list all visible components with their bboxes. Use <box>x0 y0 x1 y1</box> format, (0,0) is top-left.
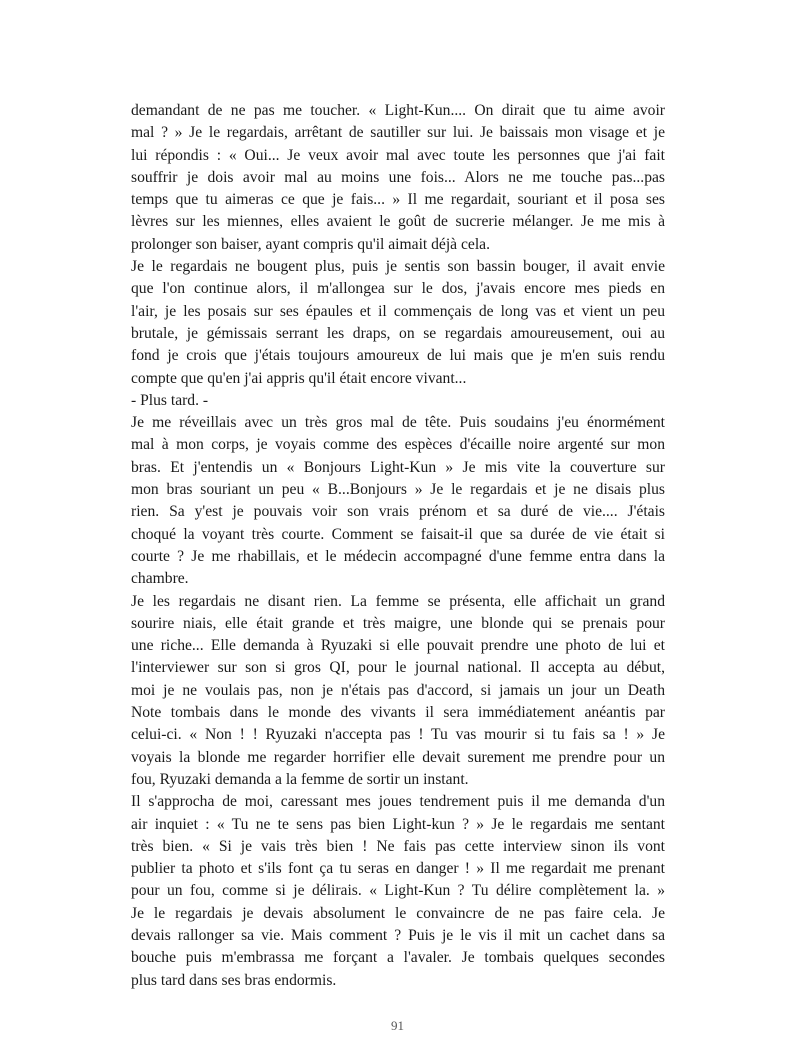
text-line: fou, Ryuzaki demanda a la femme de sortir un instant. <box>131 770 469 788</box>
text-line: chambre. <box>131 570 189 588</box>
text-line: une riche... Elle demanda à Ryuzaki si elle pouvait prendre une photo de lui et <box>131 637 665 655</box>
text-line: que l'on continue alors, il m'allongea sur le dos, j'avais encore mes pieds en <box>131 280 665 298</box>
text-line: devais rallonger sa vie. Mais comment ? Puis je le vis il mit un cachet dans sa <box>131 926 665 944</box>
text-line: Je le regardais ne bougent plus, puis je sentis son bassin bouger, il avait envie <box>131 258 665 276</box>
text-line: mal à mon corps, je voyais comme des espèces d'écaille noire argenté sur mon <box>131 436 665 454</box>
text-line: voyais la blonde me regarder horrifier elle devait surement me prendre pour un <box>131 748 665 766</box>
text-line: courte ? Je me rhabillais, et le médecin accompagné d'une femme entra dans la <box>131 547 665 565</box>
text-line: souffrir je dois avoir mal au moins une fois... Alors ne me touche pas...pas <box>131 168 665 186</box>
text-line: fond je crois que j'étais toujours amoureux de lui mais que je m'en suis rendu <box>131 347 665 365</box>
text-line: publier ta photo et s'ils font ça tu seras en danger ! » Il me regardait me prenant <box>131 860 665 878</box>
text-line: Je le regardais je devais absolument le convaincre de ne pas faire cela. Je <box>131 904 665 922</box>
text-line: choqué la voyant très courte. Comment se faisait-il que sa durée de vie était si <box>131 525 665 543</box>
text-line: moi je ne voulais pas, non je n'étais pas d'accord, si jamais un jour un Death <box>131 681 665 699</box>
text-line: Je les regardais ne disant rien. La femme se présenta, elle affichait un grand <box>131 592 665 610</box>
page-number: 91 <box>391 1018 404 1033</box>
text-line: - Plus tard. - <box>131 391 209 409</box>
body-text <box>131 100 665 992</box>
text-line: bouche puis m'embrassa me forçant a l'avaler. Je tombais quelques secondes <box>131 949 665 967</box>
text-line: sourire niais, elle était grande et très maigre, une blonde qui se prenais pour <box>131 614 665 632</box>
text-line: mon bras souriant un peu « B...Bonjours » Je le regardais et je ne disais plus <box>131 481 665 499</box>
text-line: Il s'approcha de moi, caressant mes joues tendrement puis il me demanda d'un <box>131 793 665 811</box>
text-line: prolonger son baiser, ayant compris qu'il aimait déjà cela. <box>131 235 490 253</box>
text-line: mal ? » Je le regardais, arrêtant de sautiller sur lui. Je baissais mon visage et je <box>131 124 665 142</box>
text-line: l'air, je les posais sur ses épaules et il commençais de long vas et vient un peu <box>131 302 665 320</box>
text-line: bras. Et j'entendis un « Bonjours Light-Kun » Je mis vite la couverture sur <box>131 458 665 476</box>
text-line: Je me réveillais avec un très gros mal de tête. Puis soudains j'eu énormément <box>131 414 665 432</box>
text-line: brutale, je gémissais serrant les draps, on se regardais amoureusement, oui au <box>131 324 665 342</box>
text-line: temps que tu aimeras ce que je fais... » Il me regardait, souriant et il posa ses <box>131 191 665 209</box>
text-line: Note tombais dans le monde des vivants il sera immédiatement anéantis par <box>131 704 665 722</box>
text-line: lèvres sur les miennes, elles avaient le goût de sucrerie mélanger. Je me mis à <box>131 213 665 231</box>
text-line: celui-ci. « Non ! ! Ryuzaki n'accepta pas ! Tu vas mourir si tu fais sa ! » Je <box>131 726 665 744</box>
text-line: plus tard dans ses bras endormis. <box>131 971 337 989</box>
text-line: lui répondis : « Oui... Je veux avoir mal avec toute les personnes que j'ai fait <box>131 146 665 164</box>
text-line: demandant de ne pas me toucher. « Light-Kun.... On dirait que tu aime avoir <box>131 102 665 119</box>
text-line: rien. Sa y'est je pouvais voir son vrais prénom et sa duré de vie.... J'étais <box>131 503 665 521</box>
text-line: air inquiet : « Tu ne te sens pas bien Light-kun ? » Je le regardais me sentant <box>131 815 665 833</box>
text-line: compte que qu'en j'ai appris qu'il était encore vivant... <box>131 369 467 387</box>
text-line: l'interviewer sur son si gros QI, pour le journal national. Il accepta au début, <box>131 659 665 677</box>
text-line: pour un fou, comme si je délirais. « Light-Kun ? Tu délire complètement la. » <box>131 882 665 900</box>
text-line: très bien. « Si je vais très bien ! Ne fais pas cette interview sinon ils vont <box>131 837 665 855</box>
